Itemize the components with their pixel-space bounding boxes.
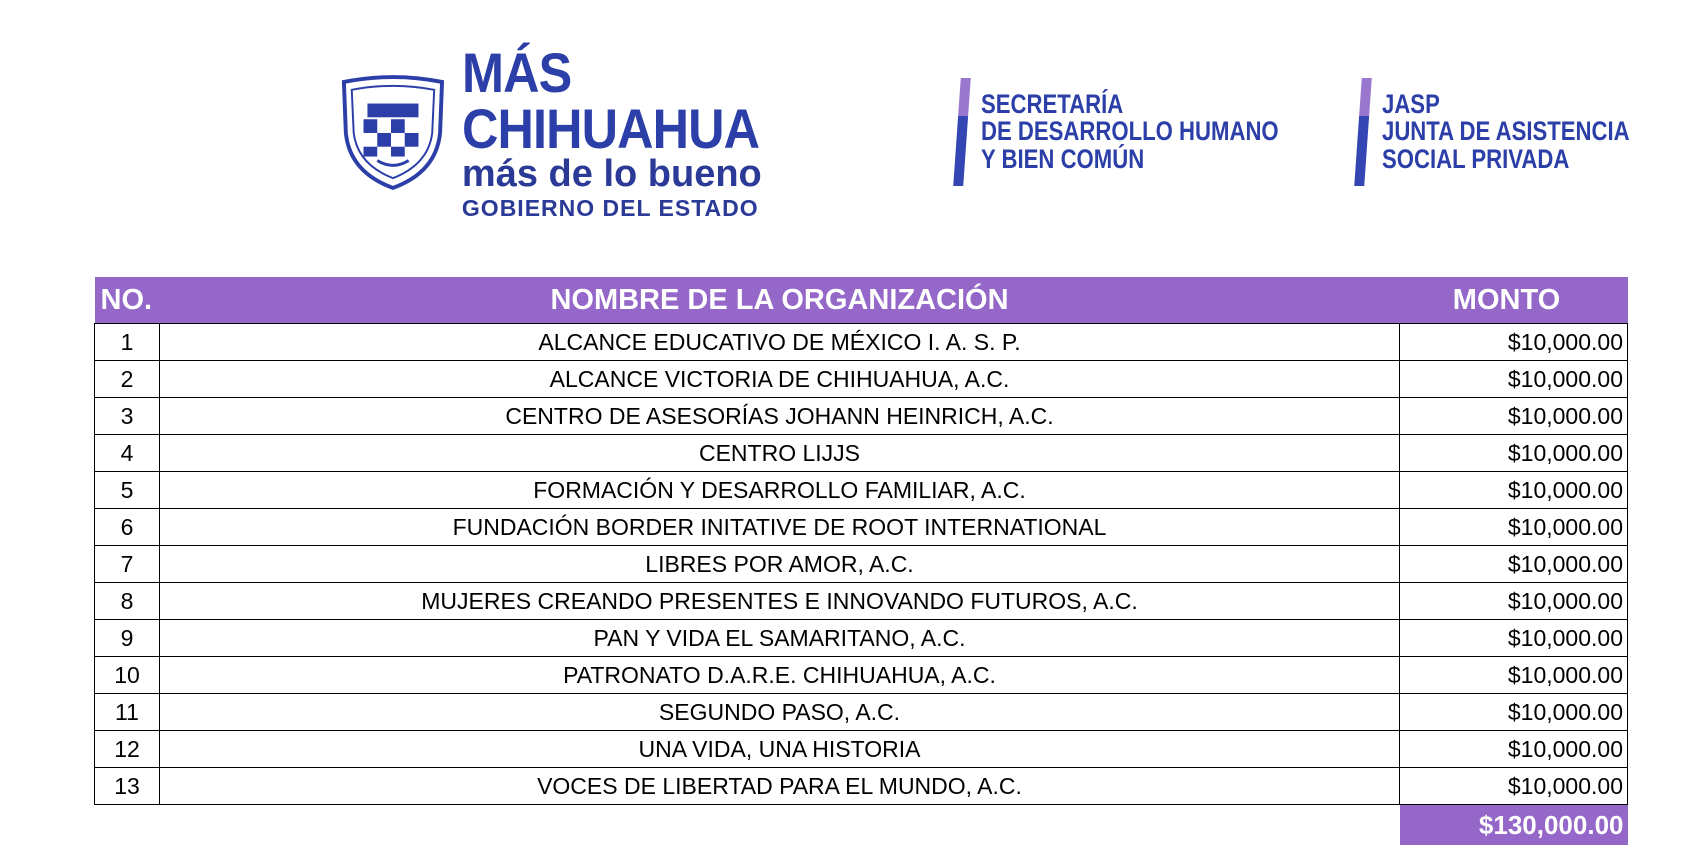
cell-name: ALCANCE VICTORIA DE CHIHUAHUA, A.C. [160,361,1400,398]
cell-no: 8 [95,583,160,620]
header-name: NOMBRE DE LA ORGANIZACIÓN [160,277,1400,324]
table-header-row [95,277,1628,324]
cell-monto: $10,000.00 [1400,583,1628,620]
cell-no: 7 [95,546,160,583]
divider-bar [1354,78,1371,186]
cell-name: ALCANCE EDUCATIVO DE MÉXICO I. A. S. P. [160,324,1400,361]
cell-name: UNA VIDA, UNA HISTORIA [160,731,1400,768]
cell-monto: $10,000.00 [1400,435,1628,472]
cell-name: VOCES DE LIBERTAD PARA EL MUNDO, A.C. [160,768,1400,805]
table-row [95,435,1628,472]
cell-no: 13 [95,768,160,805]
cell-monto: $10,000.00 [1400,398,1628,435]
cell-monto: $10,000.00 [1400,361,1628,398]
cell-monto: $10,000.00 [1400,620,1628,657]
jasp-line-1: JASP [1382,91,1630,119]
cell-no: 2 [95,361,160,398]
cell-name: CENTRO DE ASESORÍAS JOHANN HEINRICH, A.C. [160,398,1400,435]
cell-monto: $10,000.00 [1400,546,1628,583]
cell-name: FUNDACIÓN BORDER INITATIVE DE ROOT INTERNATIONAL [160,509,1400,546]
cell-no: 1 [95,324,160,361]
cell-name: LIBRES POR AMOR, A.C. [160,546,1400,583]
brand-subtitle: GOBIERNO DEL ESTADO [462,197,919,220]
cell-no: 6 [95,509,160,546]
brand-title: MÁS CHIHUAHUA [462,45,874,157]
table-row [95,361,1628,398]
cell-monto: $10,000.00 [1400,768,1628,805]
secretaria-line-1: SECRETARÍA [981,91,1279,119]
cell-monto: $10,000.00 [1400,731,1628,768]
brand-block [462,45,919,220]
cell-monto: $10,000.00 [1400,472,1628,509]
header-logos [338,72,1684,192]
cell-no: 4 [95,435,160,472]
cell-no: 5 [95,472,160,509]
cell-name: CENTRO LIJJS [160,435,1400,472]
table-row [95,546,1628,583]
table-row [95,472,1628,509]
header-no: NO. [95,277,160,324]
cell-monto: $10,000.00 [1400,324,1628,361]
jasp-line-3: SOCIAL PRIVADA [1382,146,1630,174]
cell-name: MUJERES CREANDO PRESENTES E INNOVANDO FUTUROS, A.C. [160,583,1400,620]
jasp-line-2: JUNTA DE ASISTENCIA [1382,118,1630,146]
state-coat-of-arms-icon [338,73,448,191]
total-spacer [160,805,1400,845]
header-monto: MONTO [1400,277,1628,324]
brand-slogan: más de lo bueno [462,155,919,193]
cell-no: 10 [95,657,160,694]
divider-bar [954,78,971,186]
secretaria-line-2: DE DESARROLLO HUMANO [981,118,1279,146]
table-row [95,768,1628,805]
jasp-block [1382,91,1684,174]
cell-name: PAN Y VIDA EL SAMARITANO, A.C. [160,620,1400,657]
secretaria-block [981,91,1344,174]
table-row [95,731,1628,768]
total-amount: $130,000.00 [1400,805,1628,845]
table-row [95,398,1628,435]
cell-monto: $10,000.00 [1400,509,1628,546]
cell-no: 9 [95,620,160,657]
total-row [95,805,1628,845]
total-spacer [95,805,160,845]
table-row [95,583,1628,620]
secretaria-line-3: Y BIEN COMÚN [981,146,1279,174]
cell-no: 3 [95,398,160,435]
cell-name: FORMACIÓN Y DESARROLLO FAMILIAR, A.C. [160,472,1400,509]
cell-monto: $10,000.00 [1400,657,1628,694]
table-row [95,509,1628,546]
table-row [95,694,1628,731]
table-row [95,620,1628,657]
table-row [95,324,1628,361]
cell-no: 12 [95,731,160,768]
cell-name: PATRONATO D.A.R.E. CHIHUAHUA, A.C. [160,657,1400,694]
table-row [95,657,1628,694]
cell-name: SEGUNDO PASO, A.C. [160,694,1400,731]
cell-no: 11 [95,694,160,731]
cell-monto: $10,000.00 [1400,694,1628,731]
organizations-table [94,277,1628,845]
